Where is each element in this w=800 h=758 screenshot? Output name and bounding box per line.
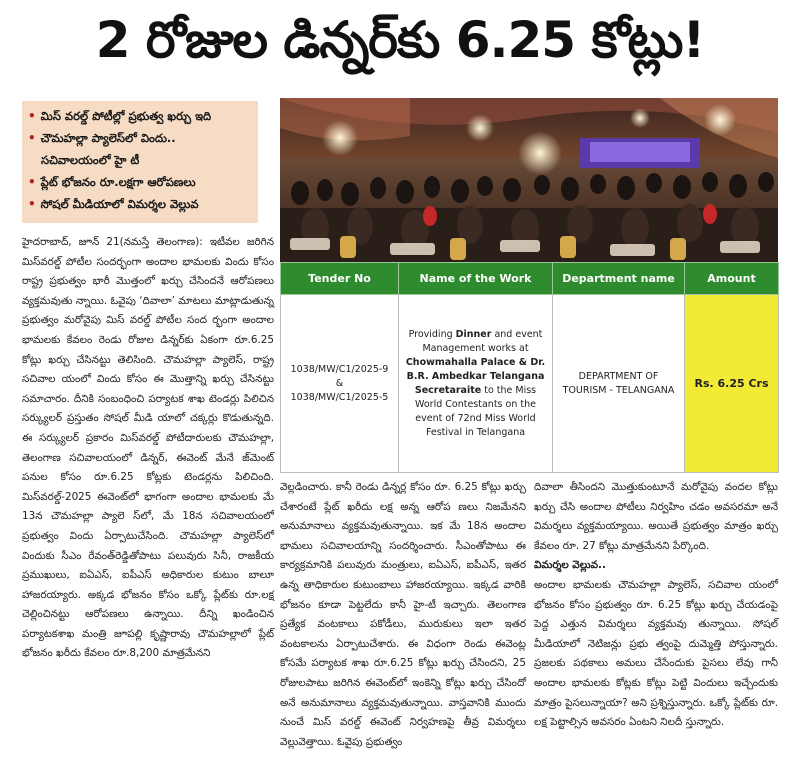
column-3-paragraph-1: దివాలా తీసిందని మొత్తుకుంటూనే మరోవైపు వందల కోట్లు ఖర్చు చేసి అందాల పోటీలు నిర్వహిం చడం అవసరమా అనే విమర్శలు వ్యక్తమయ్యాయి. అయితే ప్రభుత్వం మాత్రం ఖర్చు కేవలం రూ. 27 కోట్లు మాత్రమేనని పేర్కొంది. [534,481,778,552]
header-work-name: Name of the Work [399,263,553,295]
header-tender-no: Tender No [281,263,399,295]
tender-no-2: 1038/MW/C1/2025-5 [290,391,389,403]
highlight-item [28,127,252,149]
highlights-box [22,101,258,223]
work-text-2: and event Management works at [422,328,543,354]
work-bold-1: Dinner [455,328,492,340]
highlight-item [28,193,252,215]
highlight-item [28,149,252,171]
event-photo [280,98,778,262]
cell-department: DEPARTMENT OF TOURISM - TELANGANA [553,295,685,473]
column-3-subheading: విమర్శల వెల్లువ.. [534,559,606,572]
highlight-item [28,105,252,127]
column-3-paragraph-2: అందాల భామలకు చౌమహల్లా ప్యాలెస్, సచివాల యంలో భోజనం కోసం ప్రభుత్వం రూ. 6.25 కోట్లు ఖర్చు చేయడంపై పెద్ద ఎత్తున విమర్శలు వ్యక్తమవు తున్నాయి. సోషల్ మీడియాలో నెటిజన్లు ప్రభు త్వంపై దుమ్మెత్తి పోస్తున్నారు. ప్రజలకు పథకాలు అమలు చేసేందుకు పైసలు లేవు గానీ అందాల భామలకు కోట్లకు కోట్లు పెట్టి విందులు ఇచ్చేందుకు మాత్రం పైసలున్నాయా? అని ప్రశ్నిస్తున్నారు. ఒక్కో ప్లేట్‌కు రూ. లక్ష పెట్టాల్సిన అవసరం ఏంటని నిలదీ స్తున్నారు. [534,578,778,729]
cell-work-name [399,295,553,473]
article-column-2: వెల్లడించారు. కానీ రెండు డిన్నర్ల కోసం రూ. 6.25 కోట్లు ఖర్చు చేశారంటే ప్లేట్ ఖరీదు లక్ష అన్న ఆరోప ణలు నిజమేనని అనుమానాలు వ్యక్తమవుతున్నాయి. ఇక మే 18న అందాల భామలు సచివాలయాన్ని సందర్శించారు. సీఎంతోపాటు ఈ కార్యక్రమానికి పలువురు మంత్రులు, ఐఏఎస్, ఐపీఎస్, ఇతర ఉన్న తాధికారుల కుటుంబాలు హాజరయ్యాయి. ఇక్కడ వారికి భోజనం కూడా పెట్టలేదు కానీ హై-టీ ఇచ్చారు. తెలంగాణ ప్రత్యేక వంటకాలు పకోడీలు, మురుకులు ఇలా ఇతర వంటకాలను ఏర్పాటుచేశారు. ఈ విధంగా రెండు ఈవెంట్ల కోసమే పర్యాటక శాఖ రూ.6.25 కోట్లు ఖర్చు చేసిందని, 25 రోజులపాటు జరిగిన ఈవెంట్‌లో ఇంకెన్ని కోట్లు ఖర్చు చేసిందో అనే అనుమానాలు వ్యక్తమవుతున్నాయి. వాస్తవానికి ముందు నుంచే మిస్ వరల్డ్ ఈవెంట్ నిర్వహణపై తీవ్ర విమర్శలు వెల్లువెత్తాయి. ఓవైపు ప్రభుత్వం [280,481,526,748]
bullet-icon: • [28,131,36,145]
header-department: Department name [553,263,685,295]
cell-amount: Rs. 6.25 Crs [685,295,779,473]
banquet-hall-image [280,98,778,262]
bullet-icon: • [28,197,36,211]
work-text-3: to the Miss World Contestants on the event of 72nd Miss World Festival in Telangana [415,384,537,438]
table-row [281,295,779,473]
header-amount: Amount [685,263,779,295]
work-text-1: Providing [408,328,456,340]
cell-tender-no [281,295,399,473]
highlight-text: సోషల్ మీడియాలో విమర్శల వెల్లువ [40,197,199,211]
tender-amp: & [335,377,344,389]
tender-no-1: 1038/MW/C1/2025-9 [290,363,389,375]
tender-table [280,262,779,473]
bullet-icon: • [28,175,36,189]
highlight-text: చౌమహల్లా ప్యాలెస్‌లో విందు.. [40,131,176,145]
headline: 2 రోజుల డిన్నర్‌కు 6.25 కోట్లు! [95,10,705,69]
highlight-text: ప్లేట్ భోజనం రూ.లక్షగా ఆరోపణలు [40,175,196,189]
highlight-item [28,171,252,193]
work-bold-2: Chowmahalla Palace & Dr. B.R. Ambedkar Telangana Secretaraite [405,356,546,396]
highlight-text: మిస్ వరల్డ్ పోటీల్లో ప్రభుత్వ ఖర్చు ఇది [40,109,212,123]
bullet-icon: • [28,109,36,123]
article-column-1: హైదరాబాద్, జూన్ 21(నమస్తే తెలంగాణ): ఇటీవల జరిగిన మిస్‌వరల్డ్ పోటీల సందర్భంగా అందాల భామలకు విందు కోసం రాష్ట్ర ప్రభుత్వం భారీ మొత్తంలో ఖర్చు చేసిందనే ఆరోపణలు వ్యక్తమవుతు న్నాయి. ఓవైపు ‘దివాలా’ మాటలు మాట్లాడుతున్న ప్రభుత్వం మరోవైపు మిస్ వరల్డ్ పోటీల సంద ర్భంగా అందాల భామలకు కేవలం రెండు రోజుల డిన్నర్‌కు ఏకంగా రూ.6.25 కోట్లు ఖర్చు చేసినట్టు తెలిసింది. చౌమహల్లా ప్యాలెస్, రాష్ట్ర సచివాల యంలో విందు కోసం ఈ మొత్తాన్ని ఖర్చు చేసినట్టు సమాచారం. దీనికి సంబంధించి పర్యాటక శాఖ టెండర్లు పిలిచిన సర్క్యులర్ ప్రస్తుతం సోషల్ మీడి యాలో చక్కర్లు కొడుతున్నది. ఈ సర్క్యులర్ ప్రకారం మిస్‌వరల్డ్ పోటీదారులకు చౌమహల్లా, తెలంగాణ సచివాలయంలో డిన్నర్, ఈవెంట్ మేనే జ్‌మెంట్ పనుల కోసం రూ.6.25 కోట్లకు టెండర్లను పిలిచింది. మిస్‌వరల్డ్-2025 ఈవెంట్‌లో భాగంగా అందాల భామలకు మే 13న చౌమహల్లా ప్యాలె స్‌లో, మే 18న సచివాలయంలో ప్రభుత్వం విందు ఏర్పాటుచేసింది. చౌమహల్లా ప్యాలెస్‌లో విందుకు సీఎం రేవంత్‌రెడ్డితోపాటు పలువురు సినీ, రాజకీయ ప్రముఖులు, ఐఏఎస్, ఐపీఎస్ అధికారుల కుటుం బాలూ హాజరయ్యారు. అక్కడ భోజనం కోసం ఒక్కో ప్లేట్‌కు రూ.లక్ష చెల్లించినట్టు ఆరోపణలు ఉన్నాయి. దీన్ని ఖండించిన పర్యాటకశాఖ మంత్రి జూపల్లి కృష్ణారావు చౌమహల్లాలో ప్లేట్ భోజనం ఖరీదు కేవలం రూ.8,200 మాత్రమేనని [22,236,274,660]
highlight-text: సచివాలయంలో హై టీ [41,153,140,167]
table-header-row [281,263,779,295]
article-column-3 [534,478,778,733]
